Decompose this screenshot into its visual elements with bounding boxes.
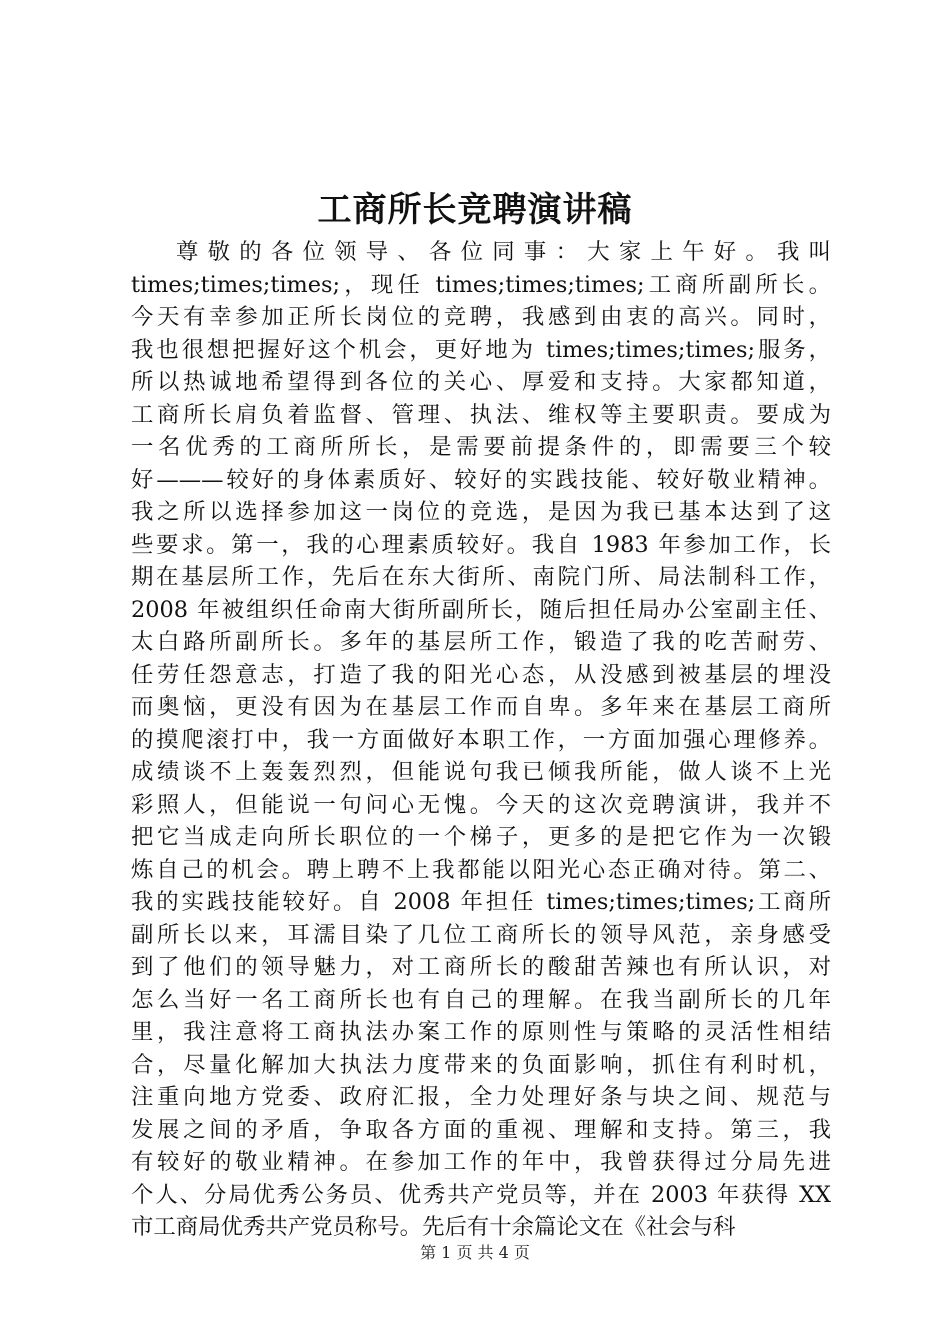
- body-text-line: 一名优秀的工商所所长，是需要前提条件的，即需要三个较: [131, 434, 831, 460]
- body-text-line: 而奥恼，更没有因为在基层工作而自卑。多年来在基层工商所: [131, 694, 831, 720]
- body-text-line: 发展之间的矛盾，争取各方面的重视、理解和支持。第三，我: [131, 1116, 831, 1143]
- document-title: 工商所长竞聘演讲稿: [317, 190, 633, 230]
- body-text-line: 有较好的敬业精神。在参加工作的年中，我曾获得过分局先进: [131, 1149, 831, 1175]
- body-text-line: 成绩谈不上轰轰烈烈，但能说句我已倾我所能，做人谈不上光: [131, 759, 831, 785]
- body-text-line: 所以热诚地希望得到各位的关心、厚爱和支持。大家都知道，: [131, 369, 831, 395]
- body-text-line: 期在基层所工作，先后在东大街所、南院门所、局法制科工作，: [131, 564, 831, 590]
- body-text-line: 的摸爬滚打中，我一方面做好本职工作，一方面加强心理修养。: [131, 726, 831, 753]
- body-text-line: 我的实践技能较好。自 2008 年担任 times;times;times;工商所: [131, 889, 831, 915]
- body-text-line: 太白路所副所长。多年的基层所工作，锻造了我的吃苦耐劳、: [131, 629, 831, 655]
- body-text-line: 我之所以选择参加这一岗位的竞选，是因为我已基本达到了这: [131, 499, 831, 525]
- document-body: [131, 236, 831, 1244]
- body-text-line: 里，我注意将工商执法办案工作的原则性与策略的灵活性相结: [131, 1019, 831, 1045]
- body-text-line: 尊敬的各位领导、各位同事：大家上午好。我叫: [176, 239, 831, 265]
- body-text-line: 个人、分局优秀公务员、优秀共产党员等，并在 2003 年获得 XX: [131, 1181, 831, 1208]
- body-text-line: 些要求。第一，我的心理素质较好。我自 1983 年参加工作，长: [131, 531, 831, 558]
- body-text-line: 市工商局优秀共产党员称号。先后有十余篇论文在《社会与科: [131, 1214, 736, 1240]
- body-text-line: 炼自己的机会。聘上聘不上我都能以阳光心态正确对待。第二、: [131, 856, 831, 883]
- body-text-line: 合，尽量化解加大执法力度带来的负面影响，抓住有利时机，: [131, 1051, 831, 1078]
- body-text-line: 今天有幸参加正所长岗位的竞聘，我感到由衷的高兴。同时，: [131, 304, 831, 330]
- body-text-line: 我也很想把握好这个机会，更好地为 times;times;times;服务，: [131, 336, 831, 363]
- page-footer: 第 1 页 共 4 页: [420, 1243, 530, 1262]
- body-text-line: 副所长以来，耳濡目染了几位工商所长的领导风范，亲身感受: [131, 921, 831, 948]
- body-text-line: 2008 年被组织任命南大街所副所长，随后担任局办公室副主任、: [131, 596, 831, 623]
- body-text-line: 注重向地方党委、政府汇报，全力处理好条与块之间、规范与: [131, 1084, 831, 1110]
- body-text-line: 工商所长肩负着监督、管理、执法、维权等主要职责。要成为: [131, 401, 831, 428]
- body-text-line: 好———较好的身体素质好、较好的实践技能、较好敬业精神。: [131, 466, 831, 493]
- body-text-line: 彩照人，但能说一句问心无愧。今天的这次竞聘演讲，我并不: [131, 791, 831, 818]
- body-text-line: 怎么当好一名工商所长也有自己的理解。在我当副所长的几年: [131, 986, 831, 1013]
- body-text-line: 把它当成走向所长职位的一个梯子，更多的是把它作为一次锻: [131, 824, 831, 850]
- body-text-line: 任劳任怨意志，打造了我的阳光心态，从没感到被基层的埋没: [131, 661, 831, 688]
- body-text-line: times;times;times;，现任 times;times;times;工商所副所长。: [131, 271, 831, 298]
- body-text-line: 到了他们的领导魅力，对工商所长的酸甜苦辣也有所认识，对: [131, 954, 831, 980]
